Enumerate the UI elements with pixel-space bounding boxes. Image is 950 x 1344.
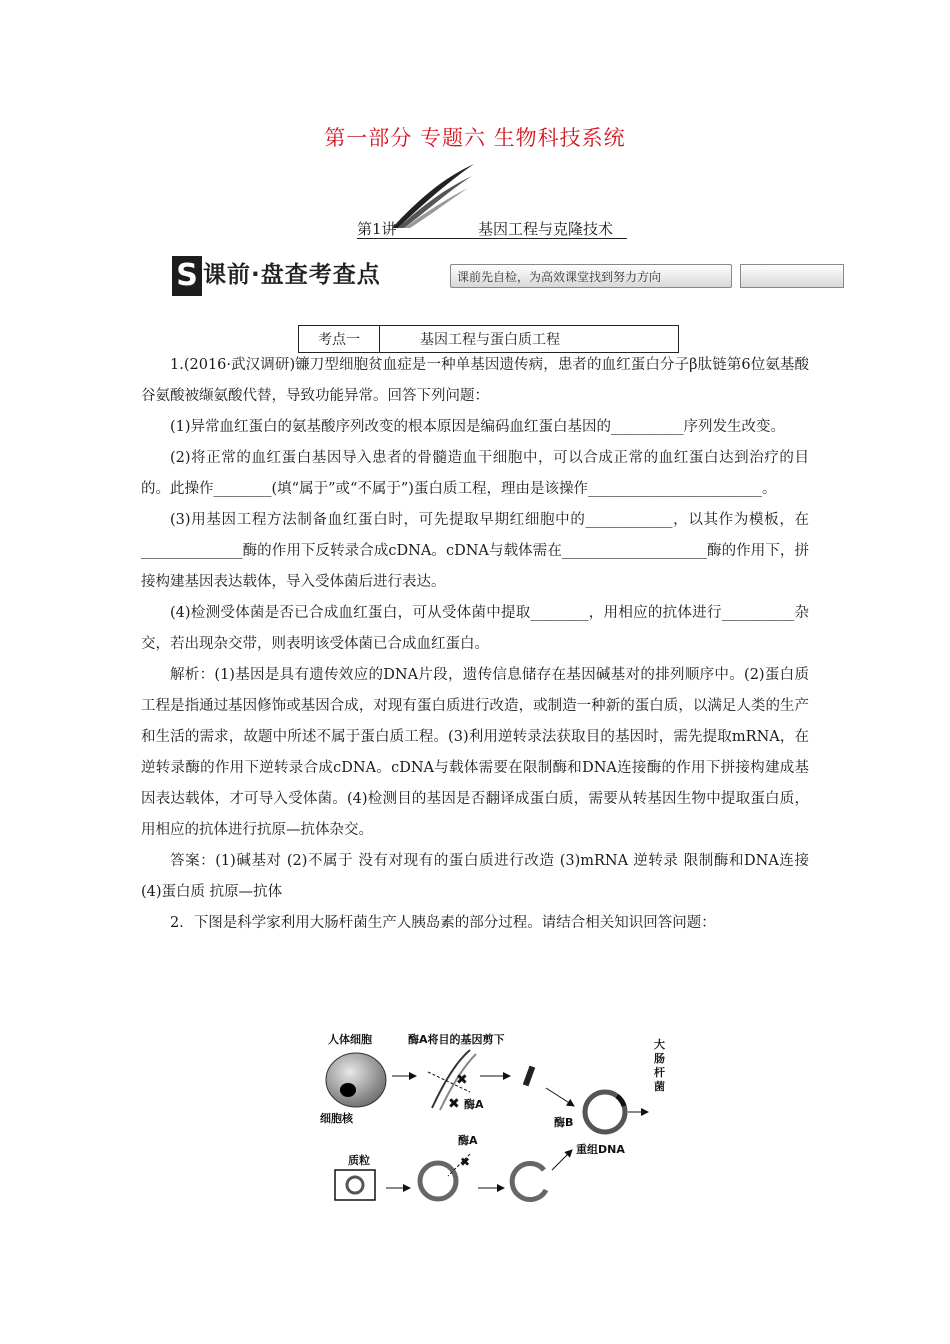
scissors-icon-3: ✖ bbox=[460, 1155, 471, 1169]
plasmid-label: 质粒 bbox=[348, 1154, 370, 1167]
enzyme-a-label-2: 酶A bbox=[458, 1134, 478, 1147]
page-title: 第一部分 专题六 生物科技系统 bbox=[324, 126, 626, 150]
q1-answer: 答案：(1)碱基对 (2)不属于 没有对现有的蛋白质进行改造 (3)mRNA 逆转录 限制酶和DNA连接 (4)蛋白质 抗原—抗体 bbox=[141, 853, 809, 900]
scissors-icon: ✖ bbox=[456, 1072, 468, 1088]
q1-stem: 1.(2016·武汉调研)镰刀型细胞贫血症是一种单基因遗传病，患者的血红蛋白分子β肽链第6位氨基酸谷氨酸被缬氨酸代替，导致功能异常。回答下列问题： bbox=[141, 357, 809, 404]
nucleus-label: 细胞核 bbox=[320, 1112, 353, 1125]
nucleus-icon bbox=[340, 1083, 356, 1097]
process-diagram bbox=[320, 1030, 680, 1205]
q1-part-1: (1)异常血红蛋白的氨基酸序列改变的根本原因是编码血红蛋白基因的__________序列发生改变。 bbox=[170, 419, 786, 435]
swoosh-logo-icon bbox=[388, 160, 478, 232]
lecture-title: 基因工程与克隆技术 bbox=[478, 220, 614, 238]
ecoli-label-3: 杆 bbox=[654, 1066, 665, 1079]
q2-stem: 2．下图是科学家利用大肠杆菌生产人胰岛素的部分过程。请结合相关知识回答问题： bbox=[170, 915, 716, 931]
lecture-number: 第1讲 bbox=[357, 220, 397, 238]
ecoli-label-2: 肠 bbox=[654, 1052, 665, 1065]
enzyme-a-label: 酶A bbox=[464, 1098, 484, 1111]
ecoli-label-1: 大 bbox=[654, 1038, 665, 1051]
section-banner-slogan: 课前先自检，为高效课堂找到努力方向 bbox=[450, 264, 732, 288]
q1-part-2: (2)将正常的血红蛋白基因导入患者的骨髓造血干细胞中，可以合成正常的血红蛋白达到治疗的目的。此操作________(填“属于”或“不属于”)蛋白质工程，理由是该操作________________________。 bbox=[141, 450, 809, 497]
scissors-icon-2: ✖ bbox=[448, 1096, 460, 1112]
q1-analysis: 解析：(1)基因是具有遗传效应的DNA片段，遗传信息储存在基因碱基对的排列顺序中。(2)蛋白质工程是指通过基因修饰或基因合成，对现有蛋白质进行改造，或制造一种新的蛋白质，以满足人类的生产和生活的需求，故题中所述不属于蛋白质工程。(3)利用逆转录法获取目的基因时，需先提取mRNA，在逆转录酶的作用下逆转录合成cDNA。cDNA与载体需要在限制酶和DNA连接酶的作用下拼接构建成基因表达载体，才可导入受体菌。(4)检测目的基因是否翻译成蛋白质，需要从转基因生物中提取蛋白质，用相应的抗体进行抗原—抗体杂交。 bbox=[141, 667, 809, 838]
lecture-underline bbox=[357, 238, 627, 239]
kaodian-box bbox=[298, 325, 679, 353]
cut-plasmid-icon bbox=[512, 1163, 546, 1199]
human-cell-label: 人体细胞 bbox=[328, 1033, 372, 1046]
recombinant-dna-label: 重组DNA bbox=[576, 1143, 625, 1156]
section-banner-end bbox=[740, 264, 844, 288]
q1-part-4: (4)检测受体菌是否已合成血红蛋白，可从受体菌中提取________，用相应的抗体进行__________杂交，若出现杂交带，则表明该受体菌已合成血红蛋白。 bbox=[141, 605, 809, 652]
bacterium-icon bbox=[335, 1170, 375, 1200]
kaodian-name: 基因工程与蛋白质工程 bbox=[380, 326, 679, 353]
plasmid-small-icon bbox=[347, 1177, 363, 1193]
question-1 bbox=[141, 350, 809, 939]
plasmid-icon bbox=[420, 1163, 456, 1199]
enzyme-a-cut-label: 酶A将目的基因剪下 bbox=[408, 1033, 505, 1046]
enzyme-b-label: 酶B bbox=[554, 1116, 574, 1129]
section-s-badge: S bbox=[172, 256, 202, 296]
human-cell-icon bbox=[326, 1053, 386, 1107]
section-banner-title: 课前·盘查考查点 bbox=[203, 262, 381, 288]
ecoli-label-4: 菌 bbox=[654, 1080, 665, 1093]
kaodian-label: 考点一 bbox=[299, 326, 380, 353]
gene-fragment-icon bbox=[523, 1066, 535, 1087]
q1-part-3: (3)用基因工程方法制备血红蛋白时，可先提取早期红细胞中的____________，以其作为模板，在______________酶的作用下反转录合成cDNA。cDNA与载体需在____________________酶的作用下，拼接构建基因表达载体，导入受体菌后进行表达。 bbox=[141, 512, 809, 590]
